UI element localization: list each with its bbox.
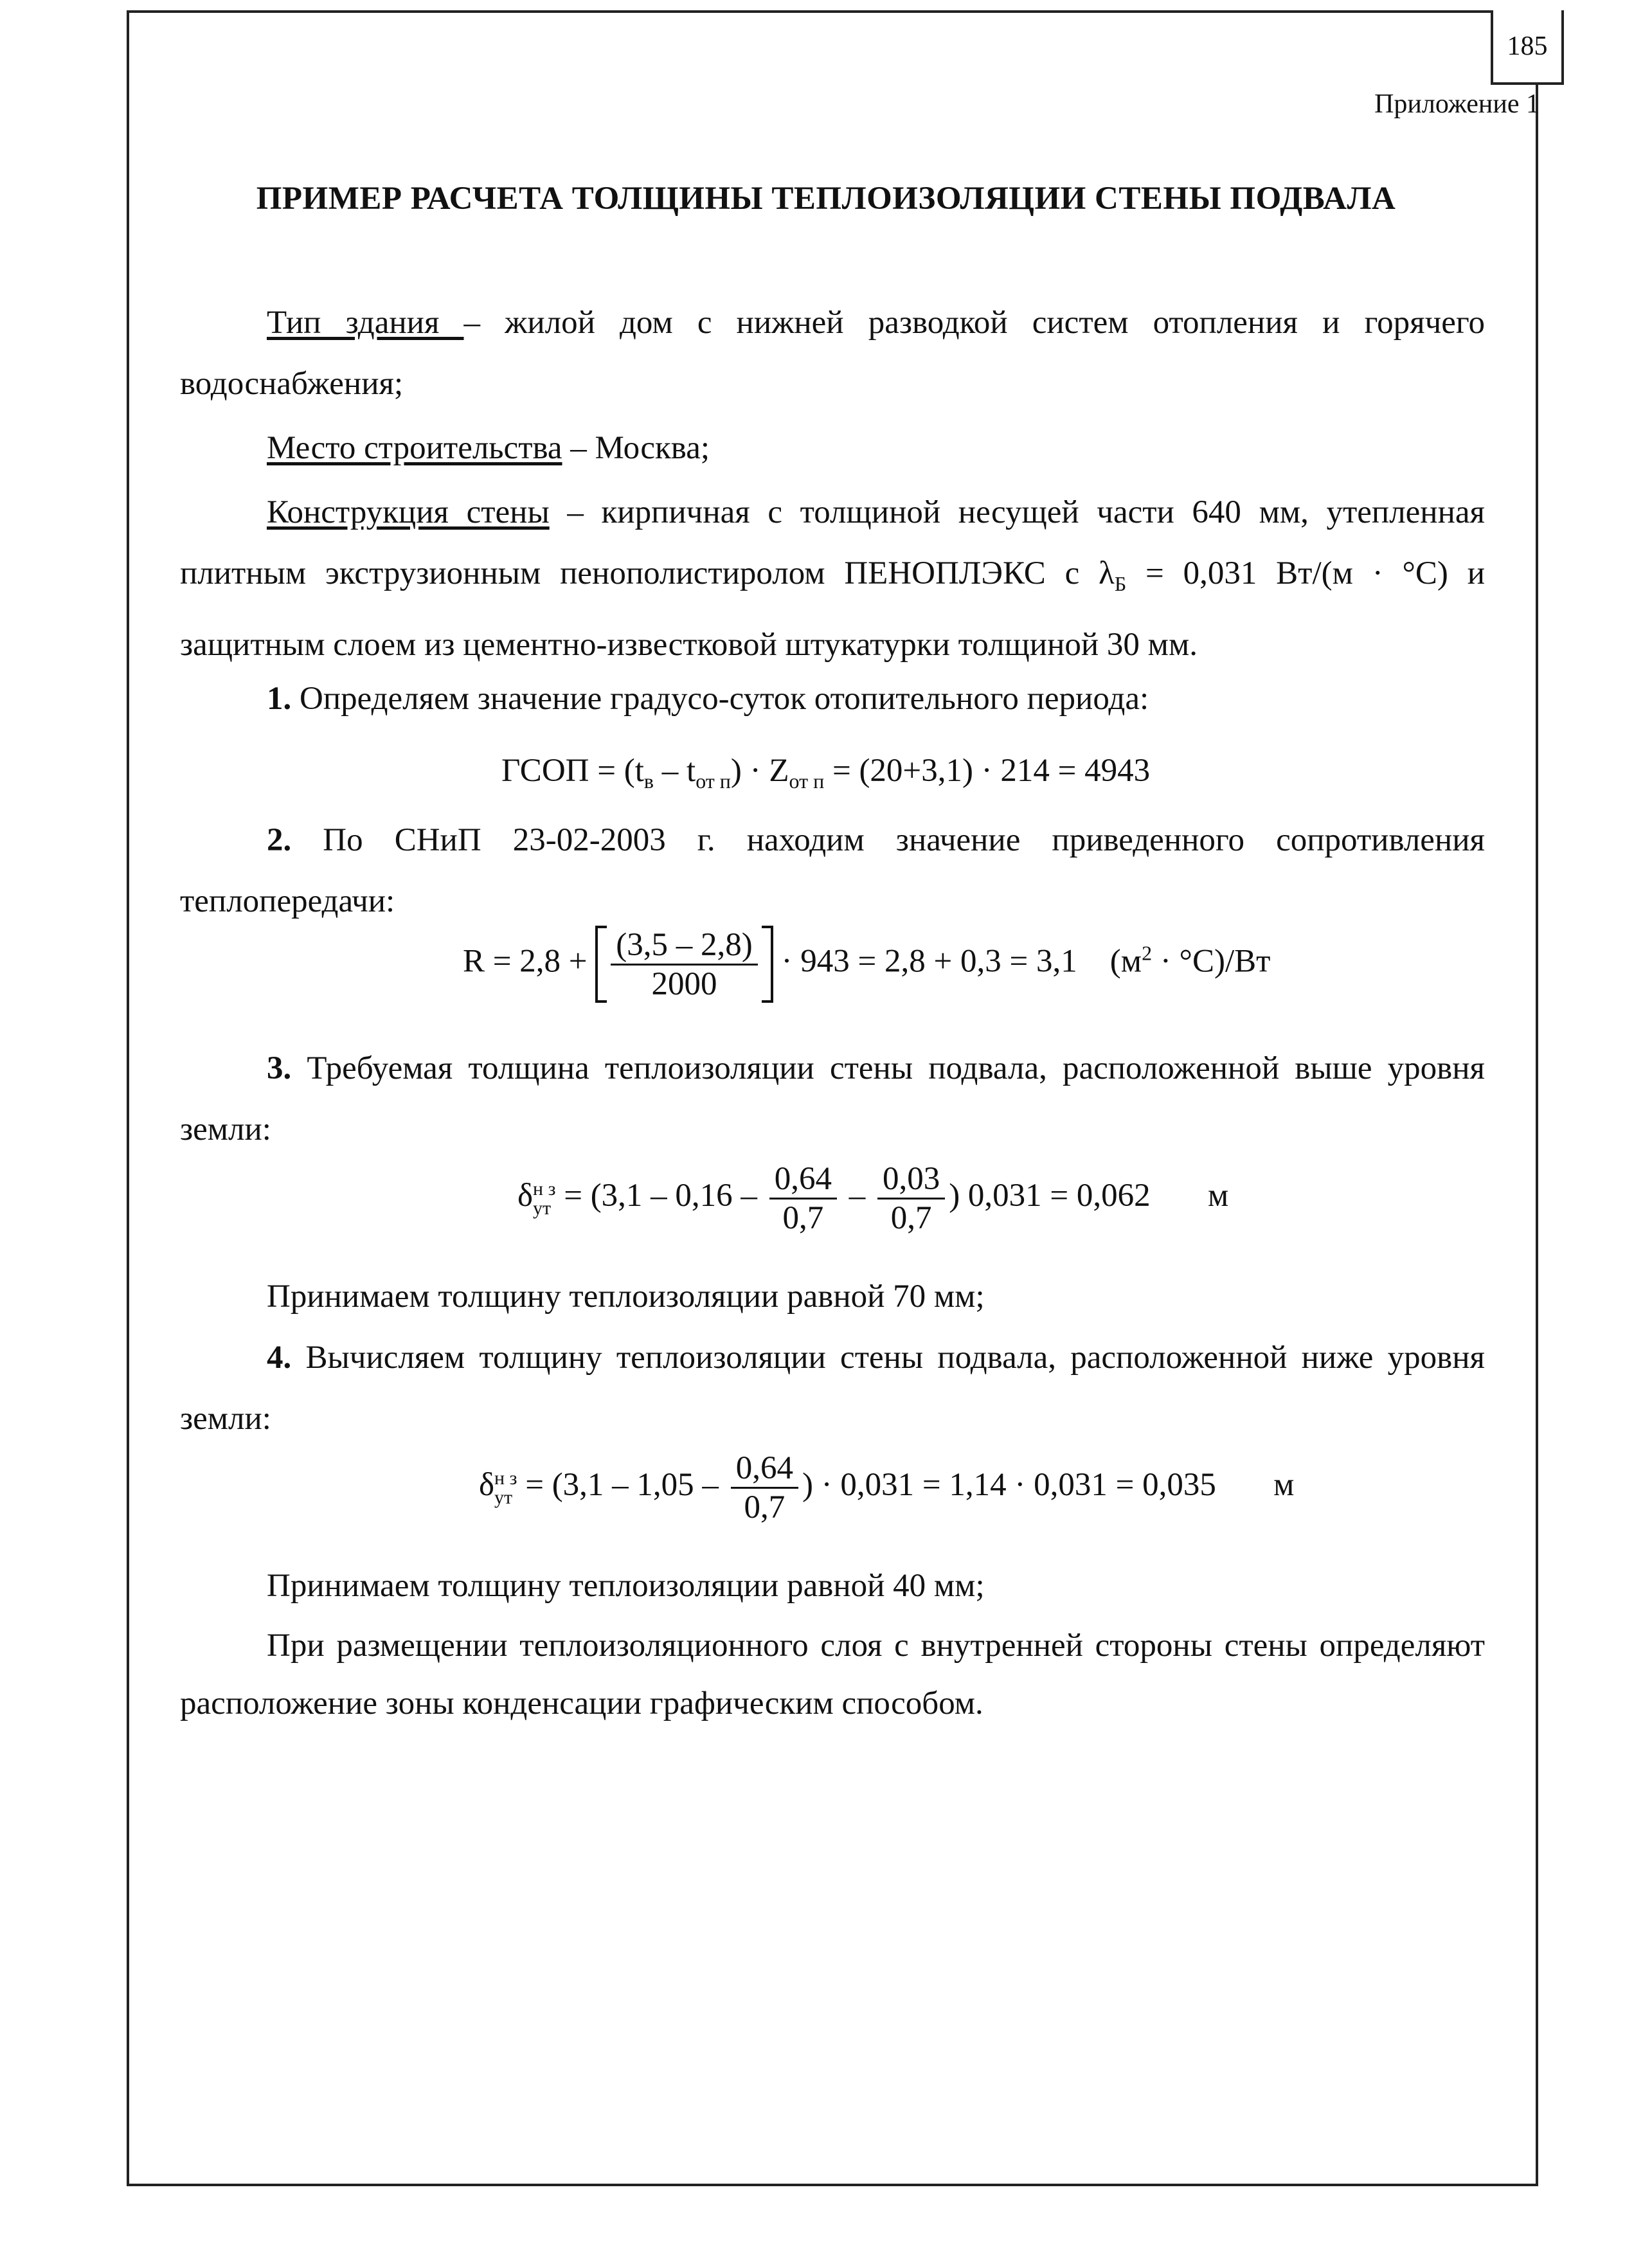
formula-r-unit-sup: 2 <box>1142 941 1153 965</box>
formula-gsop <box>501 752 1150 793</box>
wall-label: Конструкция стены <box>267 494 550 530</box>
step-1-number: 1. <box>267 681 292 717</box>
closing-paragraph: При размещении теплоизоляционного слоя с внутренней стороны стены определяют расположение зоны конденсации графическим способом. <box>180 1628 1485 1721</box>
delta-subscript: ут <box>533 1197 552 1219</box>
step-1 <box>180 669 1485 730</box>
formula3-unit: м <box>1207 1178 1229 1214</box>
step-2-number: 2. <box>267 822 292 858</box>
formula-r-unit-2: · °С)/Вт <box>1152 943 1271 980</box>
building-type-paragraph <box>180 292 1485 415</box>
formula-gsop-mid: – t <box>654 753 696 789</box>
accept-2: Принимаем толщину теплоизоляции равной 40 мм; <box>267 1568 985 1604</box>
formula3-num-1: 0,64 <box>769 1160 837 1199</box>
delta-subscript-2: ут <box>494 1486 513 1508</box>
delta-symbol-2: δ <box>479 1467 495 1504</box>
formula4-unit: м <box>1273 1467 1295 1504</box>
building-type-text: – жилой дом с нижней разводкой систем отопления и горячего водоснабжения; <box>180 305 1485 402</box>
formula3-den-2: 0,7 <box>890 1200 932 1236</box>
formula4-den: 0,7 <box>744 1489 786 1525</box>
appendix-label: Приложение 1 <box>1374 89 1540 119</box>
page-title: ПРИМЕР РАСЧЕТА ТОЛЩИНЫ ТЕПЛОИЗОЛЯЦИИ СТЕНЫ ПОДВАЛА <box>256 181 1396 217</box>
bracket-right <box>762 926 773 1003</box>
wall-paragraph <box>180 482 1485 676</box>
formula-delta-above <box>517 1160 1228 1237</box>
formula3-fraction-1 <box>769 1160 837 1237</box>
formula-r-rhs: · 943 = 2,8 + 0,3 = 3,1 <box>781 943 1077 980</box>
step-3 <box>180 1038 1485 1160</box>
formula3-part-a: = (3,1 – 0,16 – <box>555 1178 766 1214</box>
page-number-text: 185 <box>1507 31 1548 61</box>
delta-superscript: н з <box>533 1178 556 1199</box>
place-label: Место строительства <box>267 430 562 466</box>
formula-gsop-mid2: ) · Z <box>730 753 789 789</box>
formula-r-numerator: (3,5 – 2,8) <box>611 926 757 966</box>
formula-r-unit: (м <box>1109 943 1142 980</box>
step-4-number: 4. <box>267 1340 292 1376</box>
formula-gsop-lhs: ГСОП = (t <box>501 753 644 789</box>
step-4-text: Вычисляем толщину теплоизоляции стены подвала, расположенной ниже уровня земли: <box>180 1340 1485 1437</box>
formula-r-fraction <box>611 926 757 1003</box>
place-text: – Москва; <box>562 430 710 466</box>
wall-text: – кирпичная с толщиной несущей части 640 мм, утепленная плитным экструзионным пенополистиролом ПЕНОПЛЭКС с λ <box>180 494 1485 591</box>
formula3-part-b: ) 0,031 = 0,062 <box>949 1178 1151 1214</box>
formula-r-denominator: 2000 <box>651 966 717 1002</box>
building-type-label: Тип здания <box>267 305 464 341</box>
lambda-subscript: Б <box>1114 572 1127 596</box>
bracket-left <box>595 926 607 1003</box>
formula3-minus: – <box>840 1178 874 1214</box>
wall-text-2: = 0,031 Вт/(м · °С) и защитным слоем из цементно-известковой штукатурки толщиной 30 мм. <box>180 555 1485 663</box>
formula-gsop-sub-b: в <box>643 769 654 793</box>
step-3-number: 3. <box>267 1050 292 1086</box>
formula3-num-2: 0,03 <box>877 1160 945 1199</box>
formula-gsop-rhs: = (20+3,1) · 214 = 4943 <box>824 753 1151 789</box>
step-2 <box>180 810 1485 932</box>
formula-gsop-sub-otp: от п <box>696 769 731 793</box>
place-paragraph <box>180 418 1485 479</box>
formula-r-lhs: R = 2,8 + <box>463 943 596 980</box>
step-2-text: По СНиП 23-02-2003 г. находим значение приведенного сопротивления теплопередачи: <box>180 822 1485 919</box>
formula3-fraction-2 <box>877 1160 945 1237</box>
accept-1: Принимаем толщину теплоизоляции равной 70 мм; <box>267 1279 985 1315</box>
step-4 <box>180 1327 1485 1450</box>
delta-superscript-2: н з <box>494 1467 517 1489</box>
delta-symbol: δ <box>517 1178 534 1214</box>
formula4-part-a: = (3,1 – 1,05 – <box>517 1467 727 1504</box>
page-number <box>1491 10 1564 85</box>
formula3-den-1: 0,7 <box>782 1200 824 1236</box>
formula-delta-below <box>479 1450 1294 1526</box>
formula4-fraction <box>731 1450 798 1526</box>
formula-resistance <box>463 926 1270 1003</box>
step-3-text: Требуемая толщина теплоизоляции стены подвала, расположенной выше уровня земли: <box>180 1050 1485 1147</box>
formula-gsop-sub-otp2: от п <box>789 769 825 793</box>
formula4-num: 0,64 <box>731 1450 798 1489</box>
step-1-text: Определяем значение градусо-суток отопительного периода: <box>291 681 1149 717</box>
formula4-part-b: ) · 0,031 = 1,14 · 0,031 = 0,035 <box>802 1467 1216 1504</box>
